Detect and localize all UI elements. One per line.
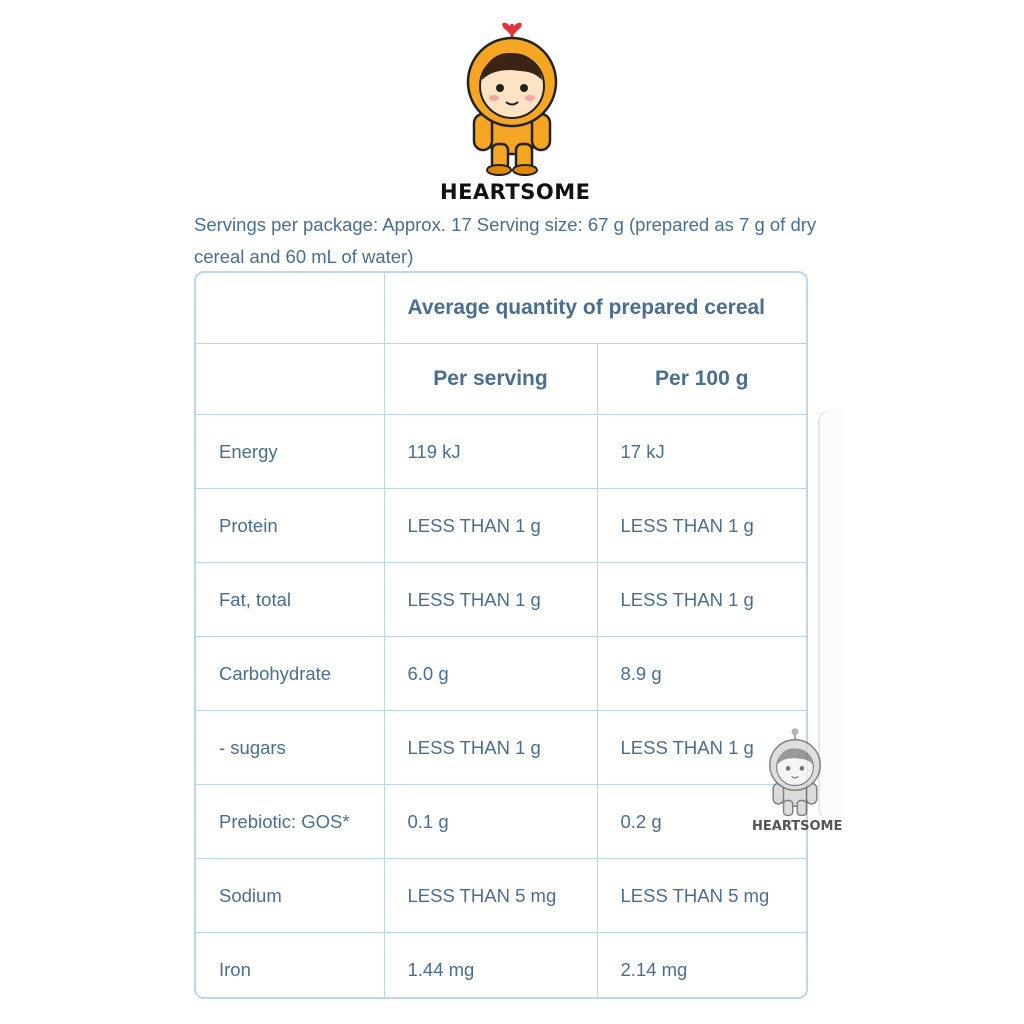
table-column-header-row (196, 344, 806, 415)
per-serving-value: LESS THAN 1 g (384, 563, 597, 637)
per-100g-value: 0.2 g (597, 785, 806, 859)
per-100g-value: LESS THAN 1 g (597, 489, 806, 563)
per-serving-value: LESS THAN 1 g (384, 711, 597, 785)
per-100g-value: LESS THAN 5 mg (597, 859, 806, 933)
per-serving-value: 119 kJ (384, 415, 597, 489)
per-100g-value: 8.9 g (597, 637, 806, 711)
group-header: Average quantity of prepared cereal (384, 273, 806, 344)
per-100g-value: 17 kJ (597, 415, 806, 489)
per-serving-value: LESS THAN 1 g (384, 489, 597, 563)
per-serving-value: 0.1 g (384, 785, 597, 859)
table-row (196, 489, 806, 563)
heartsome-watermark (752, 726, 843, 838)
column-header-per-100g: Per 100 g (597, 344, 806, 415)
astronaut-watermark-icon (768, 726, 822, 820)
per-100g-value: LESS THAN 1 g (597, 711, 806, 785)
per-100g-value: 2.14 mg (597, 933, 806, 1000)
logo-brand-text: HEARTSOME (440, 180, 591, 204)
per-serving-value: 1.44 mg (384, 933, 597, 1000)
per-serving-value: 6.0 g (384, 637, 597, 711)
nutrition-table (194, 271, 808, 999)
nutrient-name: - sugars (196, 711, 384, 785)
table-row (196, 711, 806, 785)
per-100g-value: LESS THAN 1 g (597, 563, 806, 637)
astronaut-mascot-icon (466, 14, 558, 178)
serving-info: Servings per package: Approx. 17 Serving size: 67 g (prepared as 7 g of dry cereal and 60 mL of water) (194, 214, 817, 267)
table-group-header-row (196, 273, 806, 344)
table-row (196, 563, 806, 637)
nutrient-name: Prebiotic: GOS* (196, 785, 384, 859)
nutrient-name: Iron (196, 933, 384, 1000)
table-header-empty (196, 344, 384, 415)
heartsome-logo (440, 14, 591, 204)
table-row (196, 933, 806, 1000)
column-header-per-serving: Per serving (384, 344, 597, 415)
table-header-empty (196, 273, 384, 344)
watermark-brand-text: HEARTSOME (752, 819, 843, 834)
per-serving-value: LESS THAN 5 mg (384, 859, 597, 933)
table-row (196, 859, 806, 933)
nutrient-name: Carbohydrate (196, 637, 384, 711)
nutrient-name: Protein (196, 489, 384, 563)
nutrient-name: Sodium (196, 859, 384, 933)
nutrient-name: Energy (196, 415, 384, 489)
nutrient-name: Fat, total (196, 563, 384, 637)
table-row (196, 785, 806, 859)
table-row (196, 637, 806, 711)
table-row (196, 415, 806, 489)
